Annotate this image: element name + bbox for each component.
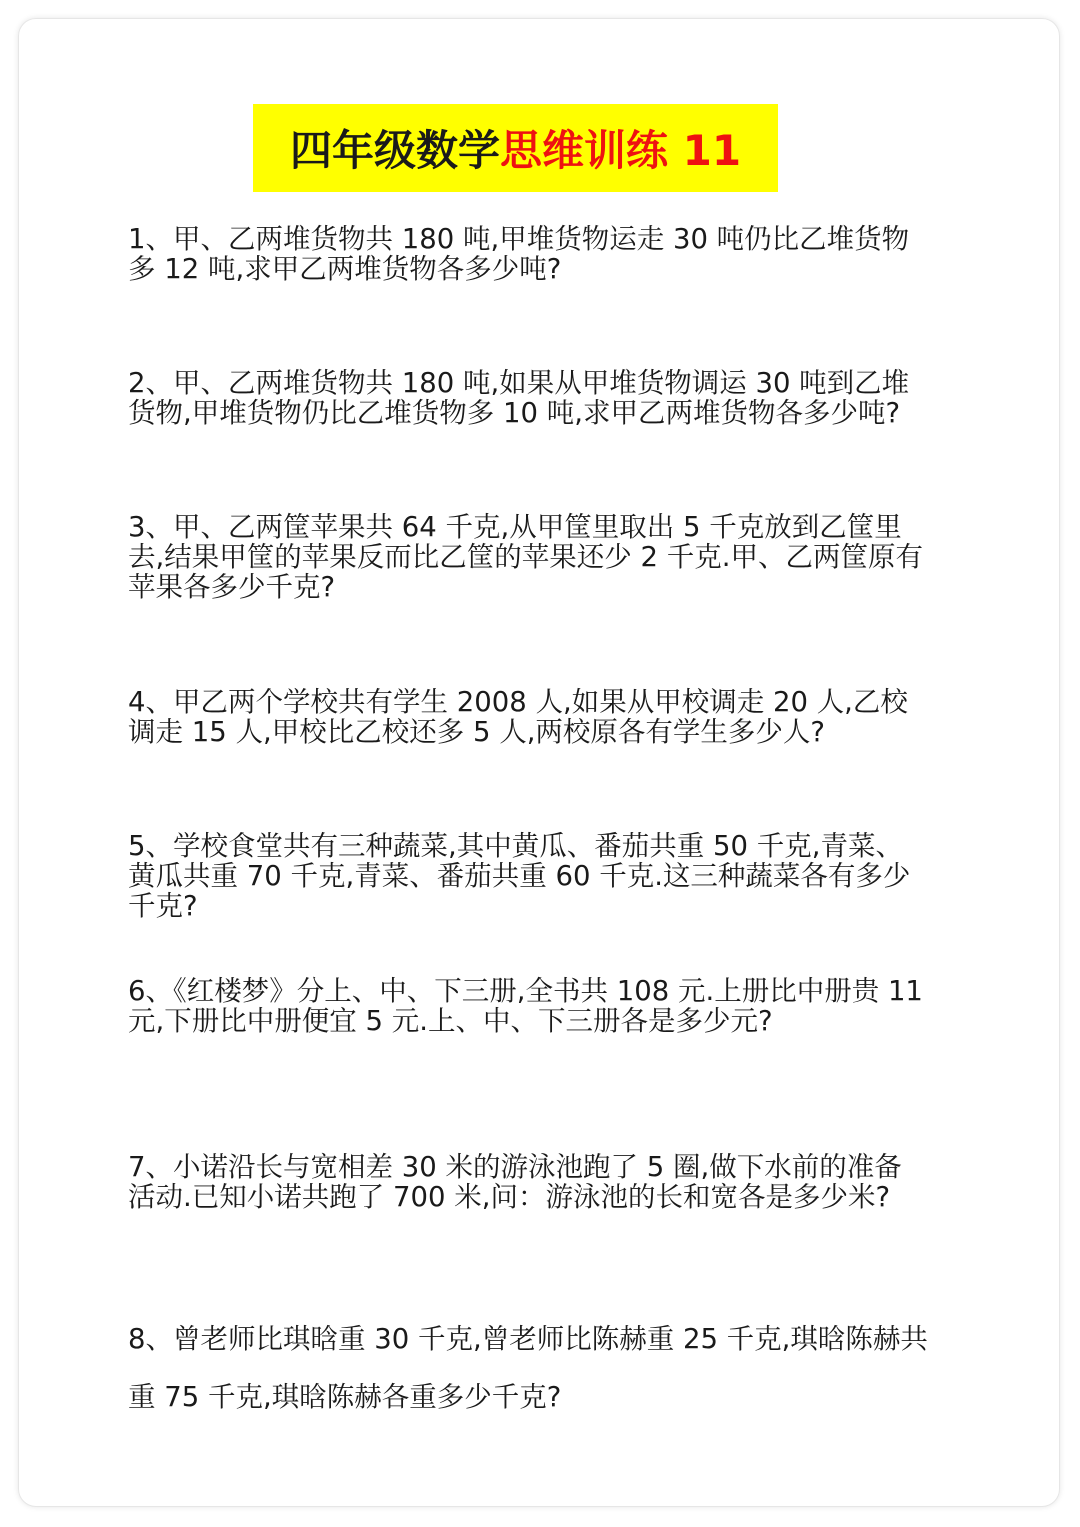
problem-5: 5、学校食堂共有三种蔬菜,其中黄瓜、番茄共重 50 千克,青菜、黄瓜共重 70 千克,青菜、番茄共重 60 千克.这三种蔬菜各有多少千克? [128, 830, 911, 922]
problem-6: 6、《红楼梦》分上、中、下三册,全书共 108 元.上册比中册贵 11 元,下册比中册便宜 5 元.上、中、下三册各是多少元? [128, 975, 923, 1037]
problem-2: 2、甲、乙两堆货物共 180 吨,如果从甲堆货物调运 30 吨到乙堆货物,甲堆货物仍比乙堆货物多 10 吨,求甲乙两堆货物各多少吨? [128, 367, 910, 429]
problem-3: 3、甲、乙两筐苹果共 64 千克,从甲筐里取出 5 千克放到乙筐里去,结果甲筐的苹果反而比乙筐的苹果还少 2 千克.甲、乙两筐原有苹果各多少千克? [128, 511, 923, 603]
problem-8: 8、曾老师比琪晗重 30 千克,曾老师比陈赫重 25 千克,琪晗陈赫共重 75 千克,琪晗陈赫各重多少千克? [128, 1323, 928, 1413]
page-title [290, 118, 741, 178]
problem-7: 7、小诺沿长与宽相差 30 米的游泳池跑了 5 圈,做下水前的准备活动.已知小诺共跑了 700 米,问：游泳池的长和宽各是多少米? [128, 1151, 902, 1213]
title-main-text: 四年级数学 [289, 126, 500, 175]
problem-1: 1、甲、乙两堆货物共 180 吨,甲堆货物运走 30 吨仍比乙堆货物多 12 吨,求甲乙两堆货物各多少吨? [128, 223, 910, 285]
title-banner [253, 104, 778, 192]
title-accent-text: 思维训练 11 [499, 126, 742, 175]
problem-4: 4、甲乙两个学校共有学生 2008 人,如果从甲校调走 20 人,乙校调走 15 人,甲校比乙校还多 5 人,两校原各有学生多少人? [128, 686, 908, 748]
